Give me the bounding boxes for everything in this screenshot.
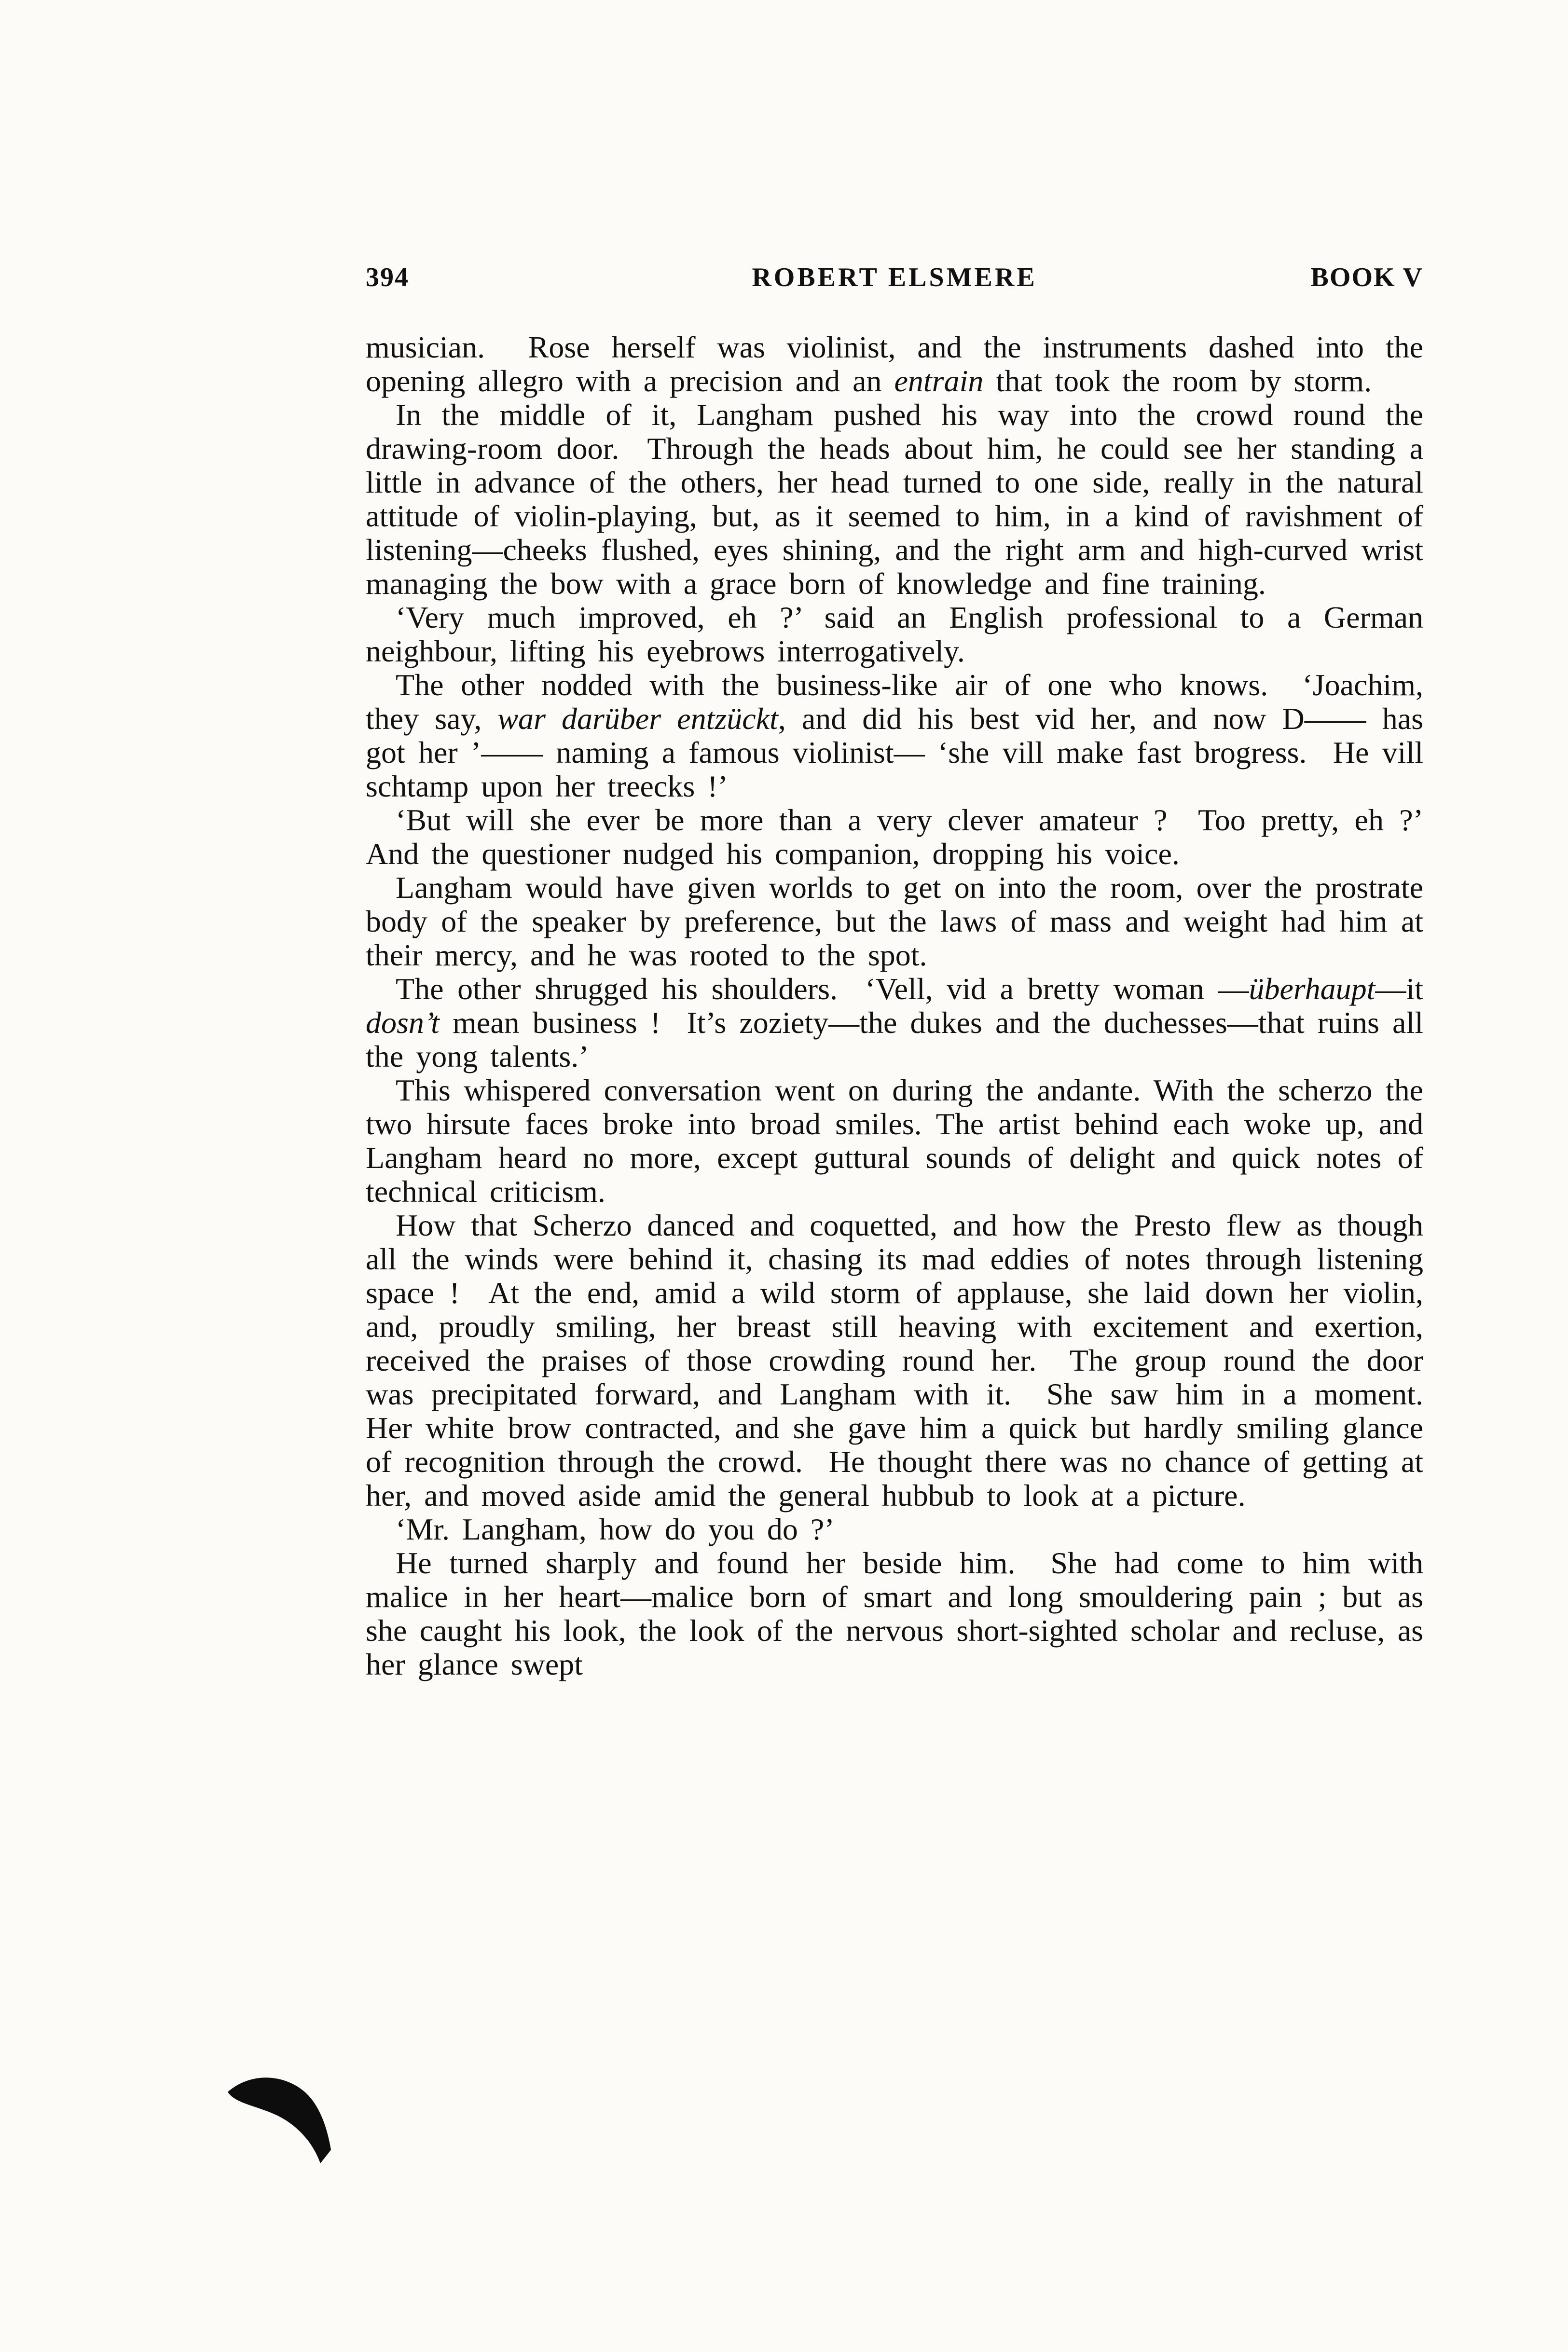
text-segment: This whispered conversation went on during the andante. With the scherzo the two hirsute faces broke into broad smiles. The artist behind each woke up, and Langham heard no more, except guttural sounds of delight and quick notes of technical criticism.: [366, 1073, 1436, 1209]
text-segment: ‘Mr. Langham, how do you do ?’: [396, 1512, 835, 1546]
text-segment: that took the room by storm.: [983, 364, 1372, 398]
italic-text: war darüber entzückt: [497, 701, 778, 736]
text-segment: Langham would have given worlds to get on into the room, over the prostrate body of the speaker by preference, but the laws of mass and weight had him at their mercy, and he was rooted to the spot.: [366, 870, 1436, 972]
running-header: [366, 263, 1423, 292]
text-segment: How that Scherzo danced and coquetted, and how the Presto flew as though all the winds were behind it, chasing its mad eddies of notes through listening space ! At the end, amid a wild storm of applause, she laid down her violin, and, proudly smiling, her breast still heaving with excitement and exertion, received the praises of those crowding round her. The group round the door was precipitated forward, and Langham with it. She saw him in a moment. Her white brow contracted, and she gave him a quick but hardly smiling glance of recognition through the crowd. He thought there was no chance of getting at her, and moved aside amid the general hubbub to look at a picture.: [366, 1208, 1448, 1513]
ink-blot-mark: [226, 2071, 332, 2167]
text-segment: The other nodded with the business-like air of one who knows. ‘Joachim, they say,: [366, 668, 1436, 736]
paragraph: [366, 1513, 1423, 1546]
page-number: 394: [366, 262, 409, 292]
italic-text: entrain: [894, 364, 984, 398]
text-block: [366, 262, 1448, 1681]
book-title: ROBERT ELSMERE: [752, 262, 1037, 292]
text-segment: In the middle of it, Langham pushed his way into the crowd round the drawing-room door. Through the heads about him, he could see her standing a little in advance of the others, her head turned to one side, really in the natural attitude of violin-playing, but, as it seemed to him, in a kind of ravishment of listening—cheeks flushed, eyes shining, and the right arm and high-curved wrist managing the bow with a grace born of knowledge and fine training.: [366, 398, 1436, 601]
paragraph: [366, 398, 1436, 601]
body-text: [366, 330, 1448, 1681]
italic-text: dosn’t: [366, 1005, 440, 1040]
italic-text: überhaupt: [1249, 972, 1375, 1006]
paragraph: [366, 330, 1436, 398]
text-segment: musician. Rose herself was violinist, and the instruments dashed into the opening allegro with a precision and an: [366, 330, 1436, 398]
text-segment: ‘Very much improved, eh ?’ said an English professional to a German neighbour, lifting his eyebrows interrogatively.: [366, 600, 1436, 668]
text-segment: The other shrugged his shoulders. ‘Vell, vid a bretty woman —: [396, 972, 1249, 1006]
paragraph: [366, 1073, 1436, 1209]
text-segment: mean business ! It’s zoziety—the dukes and the duchesses—that ruins all the yong talents.’: [366, 1005, 1436, 1073]
paragraph: [366, 870, 1436, 972]
paragraph: [366, 668, 1436, 803]
text-segment: —it: [1375, 972, 1436, 1006]
paragraph: [366, 803, 1448, 871]
paragraph: [366, 600, 1436, 668]
paragraph: [366, 1546, 1436, 1681]
text-segment: ‘But will she ever be more than a very clever amateur ? Too pretty, eh ?’ And the questioner nudged his companion, dropping his voice.: [366, 803, 1448, 871]
paragraph: [366, 1208, 1448, 1513]
text-segment: , and did his best vid her, and now D—— has got her ’—— naming a famous violinist— ‘she vill make fast brogress. He vill schtamp upon her treecks !’: [366, 701, 1436, 803]
book-section-label: BOOK V: [1310, 262, 1423, 292]
text-segment: He turned sharply and found her beside him. She had come to him with malice in her heart—malice born of smart and long smouldering pain ; but as she caught his look, the look of the nervous short-sighted scholar and recluse, as her glance swept: [366, 1546, 1436, 1681]
paragraph: [366, 972, 1436, 1073]
